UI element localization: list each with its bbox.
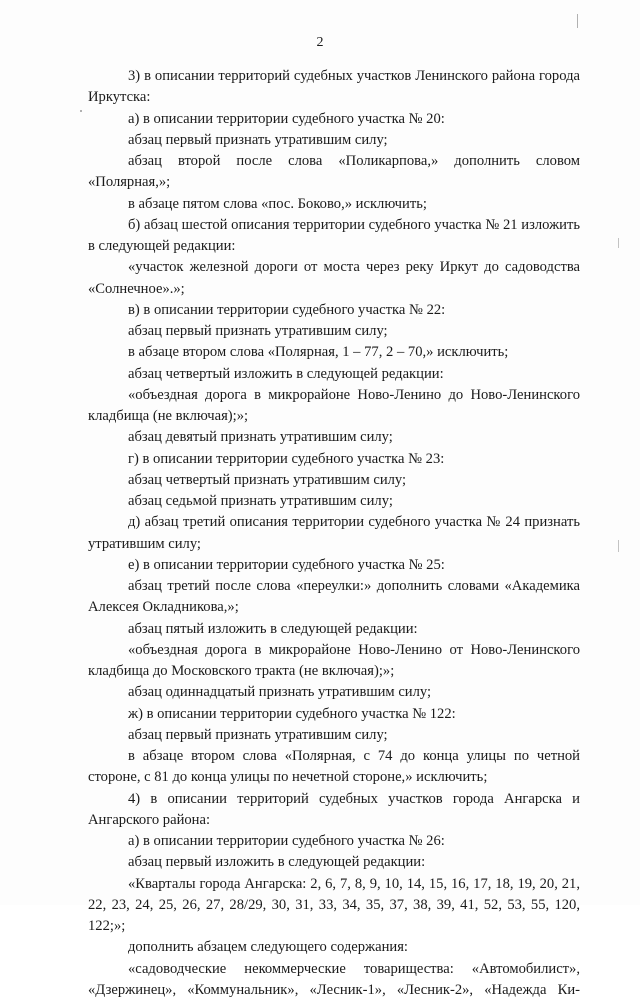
paragraph: абзац третий после слова «переулки:» дополнить словами «Академика Алексея Окладникова,»; [88, 576, 580, 619]
paragraph: а) в описании территории судебного участка № 20: [88, 109, 580, 130]
paragraph: абзац одиннадцатый признать утратившим силу; [88, 682, 580, 703]
paragraph: б) абзац шестой описания территории судебного участка № 21 изложить в следующей редакции: [88, 215, 580, 258]
scan-artifact [577, 14, 578, 28]
paragraph: «участок железной дороги от моста через реку Иркут до садоводства «Солнечное».»; [88, 257, 580, 300]
paragraph: в абзаце втором слова «Полярная, с 74 до конца улицы по четной стороне, с 81 до конца улицы по нечетной стороне,» исключить; [88, 746, 580, 789]
paragraph: «садоводческие некоммерческие товарищества: «Автомобилист», «Дзержинец», «Коммунальник», «Лесник-1», «Лесник-2», «Надежда Ки- [88, 959, 580, 1001]
scan-artifact [80, 110, 82, 112]
paragraph: абзац четвертый признать утратившим силу; [88, 470, 580, 491]
scan-artifact [618, 540, 619, 552]
paragraph: а) в описании территории судебного участка № 26: [88, 831, 580, 852]
paragraph: абзац первый признать утратившим силу; [88, 130, 580, 151]
paragraph: в абзаце пятом слова «пос. Боково,» исключить; [88, 194, 580, 215]
paragraph: абзац второй после слова «Поликарпова,» дополнить словом «Полярная,»; [88, 151, 580, 194]
paragraph: «объездная дорога в микрорайоне Ново-Ленино до Ново-Ленинского кладбища (не включая);»; [88, 385, 580, 428]
paragraph: абзац седьмой признать утратившим силу; [88, 491, 580, 512]
paragraph: ж) в описании территории судебного участка № 122: [88, 704, 580, 725]
paragraph: в абзаце втором слова «Полярная, 1 – 77, 2 – 70,» исключить; [88, 342, 580, 363]
paragraph: абзац первый признать утратившим силу; [88, 725, 580, 746]
paragraph: абзац первый изложить в следующей редакции: [88, 852, 580, 873]
paragraph: абзац девятый признать утратившим силу; [88, 427, 580, 448]
paragraph: в) в описании территории судебного участка № 22: [88, 300, 580, 321]
paragraph: «объездная дорога в микрорайоне Ново-Ленино от Ново-Ленинского кладбища до Московского тракта (не включая);»; [88, 640, 580, 683]
page-number: 2 [0, 35, 640, 51]
paragraph: абзац первый признать утратившим силу; [88, 321, 580, 342]
scan-artifact [618, 238, 619, 248]
paragraph: д) абзац третий описания территории судебного участка № 24 признать утратившим силу; [88, 512, 580, 555]
paragraph: дополнить абзацем следующего содержания: [88, 937, 580, 958]
paragraph: абзац четвертый изложить в следующей редакции: [88, 364, 580, 385]
paragraph: г) в описании территории судебного участка № 23: [88, 449, 580, 470]
document-body [88, 66, 580, 1001]
paragraph: 4) в описании территорий судебных участков города Ангарска и Ангарского района: [88, 789, 580, 832]
paragraph: е) в описании территории судебного участка № 25: [88, 555, 580, 576]
paragraph: «Кварталы города Ангарска: 2, 6, 7, 8, 9, 10, 14, 15, 16, 17, 18, 19, 20, 21, 22, 23, 24, 25, 26, 27, 28/29, 30, 31, 33, 34, 35, 37, 38, 39, 41, 52, 53, 55, 120, 122;»; [88, 874, 580, 938]
paragraph: 3) в описании территорий судебных участков Ленинского района города Иркутска: [88, 66, 580, 109]
paragraph: абзац пятый изложить в следующей редакции: [88, 619, 580, 640]
